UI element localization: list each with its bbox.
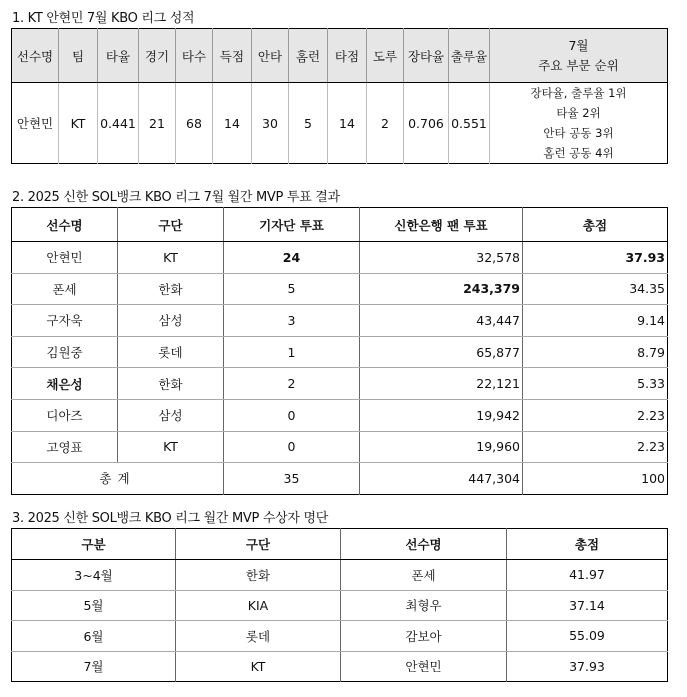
table-row <box>12 305 668 337</box>
press-vote-cell: 5 <box>224 273 360 305</box>
table-row <box>12 621 668 652</box>
table-row <box>12 336 668 368</box>
header-cell: 선수명 <box>12 29 59 83</box>
rank-cell <box>490 83 668 164</box>
header-cell: 홈런 <box>289 29 328 83</box>
table-row <box>12 273 668 305</box>
table-row <box>12 431 668 463</box>
press-vote-cell: 0 <box>224 431 360 463</box>
press-vote-cell: 24 <box>224 242 360 274</box>
fan-vote-cell: 19,942 <box>360 399 523 431</box>
table-row <box>12 590 668 621</box>
score-cell: 41.97 <box>507 560 668 591</box>
section3-title: 3. 2025 신한 SOL뱅크 KBO 리그 월간 MVP 수상자 명단 <box>12 511 328 526</box>
player-cell: 안현민 <box>12 242 118 274</box>
fan-vote-cell: 43,447 <box>360 305 523 337</box>
header-cell: 타수 <box>176 29 213 83</box>
team-cell: KT <box>176 651 341 682</box>
stat-cell: KT <box>59 83 98 164</box>
header-cell: 팀 <box>59 29 98 83</box>
stat-cell: 2 <box>367 83 404 164</box>
team-cell: 롯데 <box>176 621 341 652</box>
player-cell: 디아즈 <box>12 399 118 431</box>
header-cell: 구단 <box>176 529 341 560</box>
total-score-cell: 8.79 <box>523 336 668 368</box>
total-score-cell: 2.23 <box>523 399 668 431</box>
period-cell: 6월 <box>12 621 176 652</box>
player-cell: 고영표 <box>12 431 118 463</box>
table-row <box>12 560 668 591</box>
player-cell: 폰세 <box>12 273 118 305</box>
header-cell: 타점 <box>328 29 367 83</box>
player-cell: 구자욱 <box>12 305 118 337</box>
stat-cell: 68 <box>176 83 213 164</box>
player-cell: 최형우 <box>341 590 507 621</box>
header-cell: 총점 <box>523 208 668 242</box>
header-cell: 장타율 <box>404 29 449 83</box>
table-row <box>12 399 668 431</box>
stat-cell: 0.706 <box>404 83 449 164</box>
total-score-cell: 37.93 <box>523 242 668 274</box>
total-label: 총계 <box>12 463 224 495</box>
header-cell: 출루율 <box>449 29 490 83</box>
header-cell: 구단 <box>118 208 224 242</box>
score-cell: 37.14 <box>507 590 668 621</box>
rank-header-line: 주요 부문 순위 <box>538 57 619 73</box>
fan-vote-cell: 243,379 <box>360 273 523 305</box>
header-cell: 경기 <box>139 29 176 83</box>
table-row <box>12 368 668 400</box>
header-cell: 선수명 <box>341 529 507 560</box>
team-cell: KIA <box>176 590 341 621</box>
player-cell: 폰세 <box>341 560 507 591</box>
section2-title: 2. 2025 신한 SOL뱅크 KBO 리그 7월 월간 MVP 투표 결과 <box>12 190 340 205</box>
winners-header-row <box>12 529 668 560</box>
total-score-cell: 2.23 <box>523 431 668 463</box>
section1-title: 1. KT 안현민 7월 KBO 리그 성적 <box>12 11 195 26</box>
header-cell: 기자단 투표 <box>224 208 360 242</box>
rank-line: 장타율, 출루율 1위 <box>530 86 627 100</box>
stat-cell: 0.441 <box>98 83 139 164</box>
rank-header-line: 7월 <box>568 37 589 53</box>
header-cell: 타율 <box>98 29 139 83</box>
period-cell: 7월 <box>12 651 176 682</box>
rank-line: 타율 2위 <box>556 106 601 120</box>
fan-vote-cell: 65,877 <box>360 336 523 368</box>
stats-header-row <box>12 29 668 83</box>
stat-cell: 안현민 <box>12 83 59 164</box>
team-cell: 한화 <box>118 368 224 400</box>
total-press-vote: 35 <box>224 463 360 495</box>
period-cell: 3~4월 <box>12 560 176 591</box>
stat-cell: 14 <box>328 83 367 164</box>
team-cell: 삼성 <box>118 399 224 431</box>
team-cell: 한화 <box>176 560 341 591</box>
header-cell: 득점 <box>213 29 252 83</box>
header-cell: 도루 <box>367 29 404 83</box>
stat-cell: 5 <box>289 83 328 164</box>
team-cell: 한화 <box>118 273 224 305</box>
rank-line: 홈런 공동 4위 <box>543 146 614 160</box>
fan-vote-cell: 19,960 <box>360 431 523 463</box>
press-vote-cell: 2 <box>224 368 360 400</box>
score-cell: 37.93 <box>569 658 605 674</box>
stat-cell: 30 <box>252 83 289 164</box>
table-row <box>12 242 668 274</box>
press-vote-cell: 0 <box>224 399 360 431</box>
total-row <box>12 463 668 495</box>
press-vote-cell: 3 <box>224 305 360 337</box>
header-cell: 총점 <box>507 529 668 560</box>
total-score: 100 <box>641 470 665 486</box>
table-row <box>12 651 668 682</box>
rank-line: 안타 공동 3위 <box>543 126 614 140</box>
player-cell: 김원중 <box>12 336 118 368</box>
team-cell: KT <box>118 431 224 463</box>
total-score-cell: 9.14 <box>523 305 668 337</box>
header-cell: 선수명 <box>12 208 118 242</box>
stats-data-row <box>12 83 668 164</box>
player-cell: 감보아 <box>341 621 507 652</box>
stat-cell: 14 <box>213 83 252 164</box>
header-cell: 신한은행 팬 투표 <box>360 208 523 242</box>
total-score-cell: 5.33 <box>523 368 668 400</box>
team-cell: KT <box>118 242 224 274</box>
press-vote-cell: 1 <box>224 336 360 368</box>
period-cell: 5월 <box>12 590 176 621</box>
mvp-winners-table <box>11 528 668 682</box>
team-cell: 삼성 <box>118 305 224 337</box>
player-cell: 채은성 <box>12 368 118 400</box>
rank-header-cell <box>490 29 668 83</box>
player-stats-table <box>11 28 668 164</box>
mvp-vote-table <box>11 207 668 495</box>
player-cell: 안현민 <box>341 651 507 682</box>
fan-vote-cell: 32,578 <box>360 242 523 274</box>
total-fan-vote: 447,304 <box>360 463 523 495</box>
vote-header-row <box>12 208 668 242</box>
team-cell: 롯데 <box>118 336 224 368</box>
fan-vote-cell: 22,121 <box>360 368 523 400</box>
stat-cell: 21 <box>139 83 176 164</box>
stat-cell: 0.551 <box>449 83 490 164</box>
score-cell: 55.09 <box>507 621 668 652</box>
header-cell: 안타 <box>252 29 289 83</box>
total-score-cell: 34.35 <box>523 273 668 305</box>
header-cell: 구분 <box>12 529 176 560</box>
